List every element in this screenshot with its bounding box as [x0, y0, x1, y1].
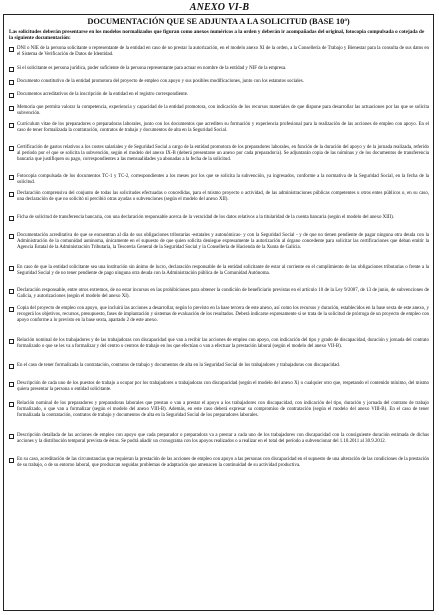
checkbox[interactable] [9, 93, 14, 98]
checklist-item-bank-transfer [9, 215, 429, 221]
checklist-item-text: Relación nominal de los preparadores y preparadoras laborales que prestan o van a prestar el apoyo a los trabajadores con discapacidad, con indicación del tipo, duración y jornada del contrato de trabajo formalizado, o que van a formalizar (según el modelo del anexo VIII-B). Además, en este caso deberá expresar su compromiso de contratación (según el modelo del anexo VIII-B). En el caso de tener formalizada la contratación, contratos de trabajo y documentos de alta en la Seguridad Social de los preparadores laborales. [17, 401, 429, 419]
checklist-item-text: Declaración comprensiva del conjunto de todas las solicitudes efectuadas o concedidas, para el mismo proyecto o actividad, de las administraciones públicas competentes u otros entes públicos o, en su caso, una declaración de que no solicitó ni percibió otras ayudas o subvenciones (según el modelo del anexo XII). [17, 191, 429, 203]
checkbox[interactable] [9, 364, 14, 369]
checklist-item-registry [9, 92, 429, 98]
checklist-item-workers-list [9, 338, 429, 350]
checklist-item-text: Copia del proyecto de empleo con apoyo, que incluirá las acciones a desarrollar, según lo previsto en la base tercera de este anexo, así como los recursos y duración, establecidos en la base sexta de este anexo, y recogerá los objetivos, recursos, presupuesto, fases de implantación y sistemas de evaluación de los resultados. Deberá indicarse expresamente si se trata de la solicitud de prórroga de un proyecto de empleo con apoyo conforme a lo previsto en la base sexta, apartado 2 de este anexo. [17, 306, 429, 324]
checklist-item-expense-certification [9, 145, 429, 163]
checklist-item-tc-documents [9, 174, 429, 186]
checklist-item-text: Declaración responsable, entre otros extremos, de no estar incursos en las prohibiciones para obtener la condición de beneficiario previstas en el artículo 10 de la Ley 9/2007, de 13 de junio, de subvenciones de Galicia, y autorizaciones (según el modelo del anexo XI). [17, 288, 429, 300]
checklist-item-responsible-declaration [9, 288, 429, 300]
checkbox[interactable] [9, 382, 14, 387]
checklist-item-text: Documentación acreditativa de que se encuentran al día de sus obligaciones tributarias -estatales y autonómicas- y con la Seguridad Social - y de que no tienen pendiente de pagar ninguna otra deuda con la Administración de la comunidad autónoma, únicamente en el supuesto de que quien solicita deniegue expresamente la autorización al órgano concedente para solicitar las certificaciones que deban emitir la Agencia Estatal de la Administración Tributaria, la Tesorería General de la Seguridad Social y la Consellería de Hacienda de la Xunta de Galicia. [17, 233, 429, 251]
checkbox[interactable] [9, 266, 14, 271]
checklist-item-tax-obligations [9, 233, 429, 251]
documentation-frame [3, 14, 434, 611]
checkbox[interactable] [9, 339, 14, 344]
checklist-item-other-aid-declaration [9, 191, 429, 203]
checklist-item-text: Si el solicitante es persona jurídica, poder suficiente de la persona representante para actuar en nombre de la entidad y NIF de la empresa. [17, 66, 287, 71]
checklist-item-text: Documentos acreditativos de la inscripción de la entidad en el registro correspondiente. [17, 92, 189, 97]
checklist-item-trainers-list [9, 401, 429, 419]
checkbox[interactable] [9, 458, 14, 463]
checkbox[interactable] [9, 434, 14, 439]
checklist-item-worker-contracts [9, 363, 429, 369]
checklist-item-text: Ficha de solicitud de transferencia bancaria, con una declaración responsable acerca de la veracidad de los datos relativos a la titularidad de la cuenta bancaria (según el modelo del anexo XIII). [17, 215, 394, 220]
section-title: DOCUMENTACIÓN QUE SE ADJUNTA A LA SOLICITUD (BASE 10ª) [87, 17, 350, 26]
checklist-item-circumstances [9, 457, 429, 469]
checkbox[interactable] [9, 67, 14, 72]
checklist-item-text: Currículum vitae de los preparadores o preparadoras laborales, junto con los documentos que acrediten su formación y experiencia profesional para la realización de las acciones de empleo con apoyo. En el caso de tener formalizada la contratación, contratos de trabajo y documentos de alta en la Seguridad Social. [17, 122, 429, 134]
checkbox[interactable] [9, 289, 14, 294]
checklist-item-text: En caso de que la entidad solicitante sea una institución sin ánimo de lucro, declaración responsable de la entidad solicitante de estar al corriente en el cumplimiento de las obligaciones tributarias o frente a la Seguridad Social y de no tener pendiente de pago ninguna otra deuda con la Administración pública de la Comunidad Autónoma. [17, 265, 429, 277]
checklist-item-nonprofit-declaration [9, 265, 429, 277]
checklist-item-text: Relación nominal de los trabajadores y de las trabajadoras con discapacidad que van a recibir las acciones de empleo con apoyo, con indicación del tipo y grado de discapacidad, duración y jornada del contrato formalizado o que se les va a formalizar y del centro o centros de trabajo en los que efectúan o van a efectuar la prestación laboral (según el modelo del anexo VII-B). [17, 338, 429, 350]
checkbox[interactable] [9, 175, 14, 180]
checklist-item-constitutive-document [9, 79, 429, 85]
checklist-item-text: Descripción de cada uno de los puestos de trabajo a ocupar por los trabajadores o trabajadoras con discapacidad (según el modelo del anexo X) o cualquier otro que, respetando el contenido mínimo, del mismo quiera presentar la persona o entidad solicitante. [17, 381, 429, 393]
checklist-item-curriculum [9, 122, 429, 134]
checkbox[interactable] [9, 106, 14, 111]
checklist-item-actions-description [9, 433, 429, 445]
checklist-item-text: Memoria que permita valorar la competencia, experiencia y capacidad de la entidad promotora, con indicación de los recursos materiales de que dispone para desarrollar las actuaciones por las que se solicita subvención. [17, 105, 429, 117]
checkbox[interactable] [9, 402, 14, 407]
checklist-item-memory [9, 105, 429, 117]
checklist-item-text: Certificación de gastos relativos a los costes salariales y de Seguridad Social a cargo de la entidad promotora de los preparadores laborales, en función de la duración del apoyo y de la jornada realizada, referido al período por el que se solicita la subvención, según el modelo del anexo IX-B (deberá presentarse un anexo por cada preparador/a). Se adjuntarán copia de las nóminas y de los documentos de transferencia bancaria que justifiquen su pago, correspondientes a las mensualidades ya abonadas a la fecha de la solicitud. [17, 145, 429, 163]
intro-text: Las solicitudes deberán presentarse en los modelos normalizados que figuran como anexos numéricos a la orden y deberán ir acompañadas del original, fotocopia compulsada o cotejada de la siguiente documentación: [9, 29, 425, 42]
checkbox[interactable] [9, 47, 14, 52]
checklist-item-text: DNI o NIE de la persona solicitante o representante de la entidad en caso de no prestar la autorización, en el modelo anexo XI de la orden, a la Consellería de Trabajo y Bienestar para la consulta de sus datos en el Sistema de Verificación de Datos de Identidad. [17, 46, 429, 58]
checkbox[interactable] [9, 216, 14, 221]
checkbox[interactable] [9, 146, 14, 151]
checklist-item-job-description [9, 381, 429, 393]
checklist-item-text: Descripción detallada de las acciones de empleo con apoyo que cada preparador o preparadora va a prestar a cada uno de los trabajadores con discapacidad con la consiguiente duración estimada de dichas acciones y la distribución temporal prevista de éstas. Se podrá añadir un cronograma con los apoyos realizados o a realizar en el total del período a subvencionar del 1.10.2011 al 30.9.2012. [17, 433, 429, 445]
checklist-item-dni [9, 46, 429, 58]
annex-title: ANEXO VI-B [189, 2, 250, 13]
checklist-item-text: Documento constitutivo de la entidad promotora del proyecto de empleo con apoyo y sus posibles modificaciones, junto con los estatutos sociales. [17, 79, 304, 84]
checklist-item-project-copy [9, 306, 429, 324]
checkbox[interactable] [9, 80, 14, 85]
checkbox[interactable] [9, 192, 14, 197]
checklist-item-text: Fotocopia compulsada de los documentos TC-1 y TC-2, correspondientes a los meses por los que se solicita la subvención, ya ingresados, conforme a la normativa de la Seguridad Social, en la fecha de la solicitud. [17, 174, 429, 186]
checkbox[interactable] [9, 234, 14, 239]
checkbox[interactable] [9, 123, 14, 128]
checklist-item-text: En su caso, acreditación de las circunstancias que requieran la prestación de las acciones de empleo con apoyo a las personas con discapacidad en el supuesto de una alteración de las condiciones de la prestación de su trabajo, o de su entorno laboral, que produzcan seguidas problemas de adaptación que amenacen la continuidad de su actividad productiva. [17, 457, 429, 469]
checklist-item-text: En el caso de tener formalizada la contratación, contratos de trabajo y documentos de alta en la Seguridad Social de los trabajadores y trabajadoras con discapacidad. [17, 363, 341, 368]
checklist-item-legal-person [9, 66, 429, 72]
checkbox[interactable] [9, 307, 14, 312]
